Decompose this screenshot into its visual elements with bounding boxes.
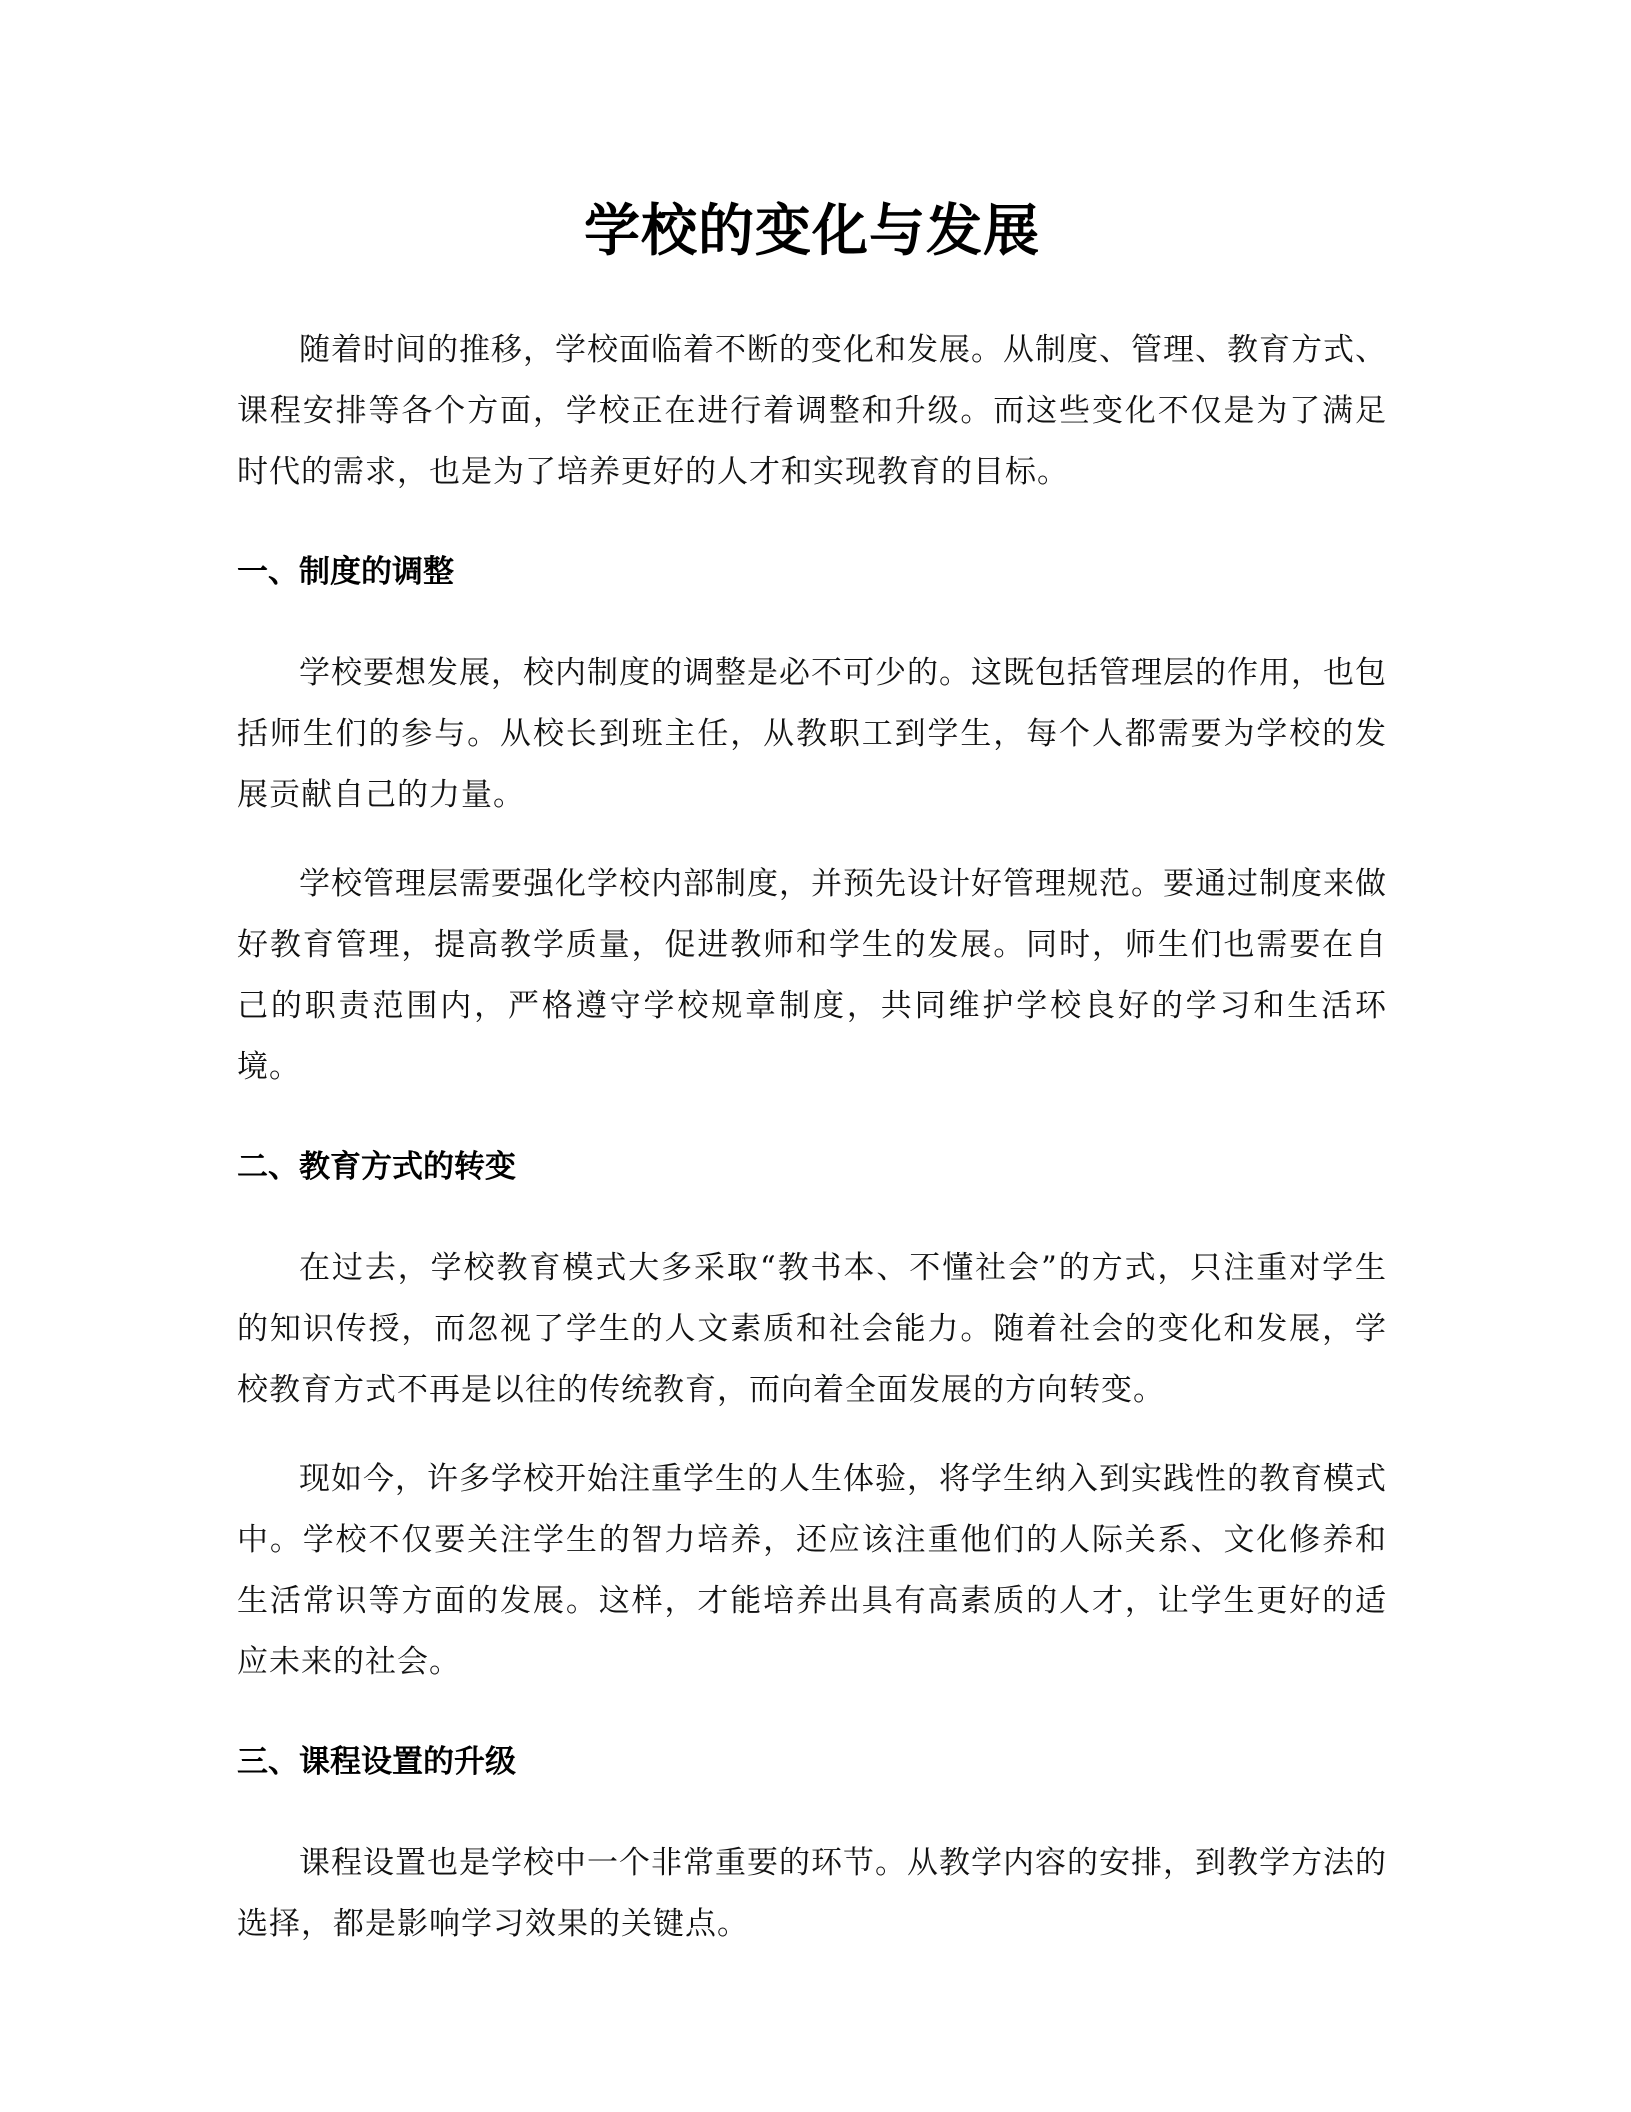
document-title: 学校的变化与发展 (584, 199, 1040, 264)
section-paragraph: 学校管理层需要强化学校内部制度，并预先设计好管理规范。要通过制度来做好教育管理，提高教学质量，促进教师和学生的发展。同时，师生们也需要在自己的职责范围内，严格遵守学校规章制度，共同维护学校良好的学习和生活环境。 (237, 866, 1387, 1085)
intro-paragraph: 随着时间的推移，学校面临着不断的变化和发展。从制度、管理、教育方式、课程安排等各个方面，学校正在进行着调整和升级。而这些变化不仅是为了满足时代的需求，也是为了培养更好的人才和实现教育的目标。 (237, 332, 1387, 490)
section-paragraph: 课程设置也是学校中一个非常重要的环节。从教学内容的安排，到教学方法的选择，都是影响学习效果的关键点。 (237, 1845, 1387, 1942)
section-paragraph: 学校要想发展，校内制度的调整是必不可少的。这既包括管理层的作用，也包括师生们的参与。从校长到班主任，从教职工到学生，每个人都需要为学校的发展贡献自己的力量。 (237, 655, 1387, 813)
section-heading-education-method: 二、教育方式的转变 (237, 1149, 516, 1185)
section-paragraph: 在过去，学校教育模式大多采取“教书本、不懂社会”的方式，只注重对学生的知识传授，而忽视了学生的人文素质和社会能力。随着社会的变化和发展，学校教育方式不再是以往的传统教育，而向着全面发展的方向转变。 (237, 1250, 1387, 1408)
section-heading-curriculum: 三、课程设置的升级 (237, 1744, 516, 1780)
section-heading-system: 一、制度的调整 (237, 554, 454, 590)
document-body (237, 190, 1387, 1955)
section-paragraph: 现如今，许多学校开始注重学生的人生体验，将学生纳入到实践性的教育模式中。学校不仅要关注学生的智力培养，还应该注重他们的人际关系、文化修养和生活常识等方面的发展。这样，才能培养出具有高素质的人才，让学生更好的适应未来的社会。 (237, 1461, 1387, 1680)
